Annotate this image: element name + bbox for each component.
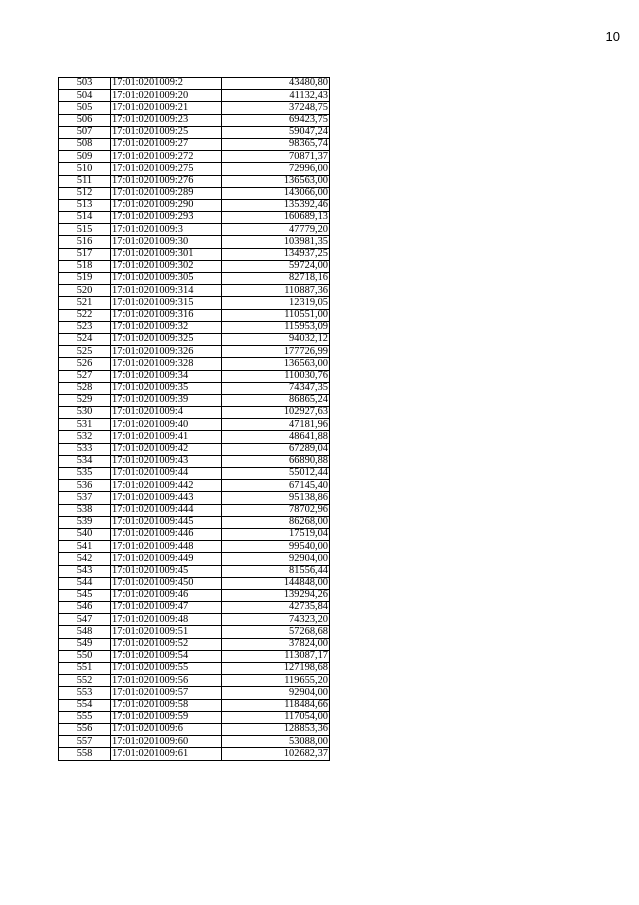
value-cell: 57268,68 [222, 626, 330, 638]
row-number-cell: 528 [59, 382, 111, 394]
row-number-cell: 518 [59, 260, 111, 272]
table-row [59, 175, 330, 187]
row-number-cell: 513 [59, 199, 111, 211]
value-cell: 110030,76 [222, 370, 330, 382]
cadastral-number-cell: 17:01:0201009:47 [111, 602, 222, 614]
value-cell: 69423,75 [222, 114, 330, 126]
cadastral-number-cell: 17:01:0201009:443 [111, 492, 222, 504]
value-cell: 99540,00 [222, 541, 330, 553]
value-cell: 37248,75 [222, 102, 330, 114]
value-cell: 119655,20 [222, 675, 330, 687]
value-cell: 177726,99 [222, 346, 330, 358]
value-cell: 103981,35 [222, 236, 330, 248]
value-cell: 102927,63 [222, 407, 330, 419]
value-cell: 135392,46 [222, 199, 330, 211]
row-number-cell: 521 [59, 297, 111, 309]
cadastral-number-cell: 17:01:0201009:446 [111, 528, 222, 540]
table-row [59, 711, 330, 723]
table-row [59, 626, 330, 638]
value-cell: 86268,00 [222, 516, 330, 528]
row-number-cell: 536 [59, 480, 111, 492]
cadastral-number-cell: 17:01:0201009:315 [111, 297, 222, 309]
table-row [59, 516, 330, 528]
cadastral-number-cell: 17:01:0201009:23 [111, 114, 222, 126]
value-cell: 74347,35 [222, 382, 330, 394]
table-row [59, 480, 330, 492]
value-cell: 59047,24 [222, 126, 330, 138]
value-cell: 118484,66 [222, 699, 330, 711]
value-cell: 72996,00 [222, 163, 330, 175]
table-row [59, 492, 330, 504]
cadastral-number-cell: 17:01:0201009:326 [111, 346, 222, 358]
row-number-cell: 553 [59, 687, 111, 699]
cadastral-number-cell: 17:01:0201009:58 [111, 699, 222, 711]
table-row [59, 455, 330, 467]
table-row [59, 638, 330, 650]
table-row [59, 138, 330, 150]
cadastral-value-table [58, 77, 330, 761]
cadastral-number-cell: 17:01:0201009:43 [111, 455, 222, 467]
table-row [59, 675, 330, 687]
row-number-cell: 545 [59, 589, 111, 601]
table-row [59, 285, 330, 297]
table-row [59, 577, 330, 589]
table-row [59, 260, 330, 272]
row-number-cell: 552 [59, 675, 111, 687]
table-row [59, 431, 330, 443]
value-cell: 110887,36 [222, 285, 330, 297]
value-cell: 67289,04 [222, 443, 330, 455]
value-cell: 78702,96 [222, 504, 330, 516]
table-row [59, 114, 330, 126]
value-cell: 66890,88 [222, 455, 330, 467]
value-cell: 127198,68 [222, 663, 330, 675]
row-number-cell: 526 [59, 358, 111, 370]
table-row [59, 248, 330, 260]
row-number-cell: 505 [59, 102, 111, 114]
row-number-cell: 542 [59, 553, 111, 565]
row-number-cell: 531 [59, 419, 111, 431]
cadastral-number-cell: 17:01:0201009:44 [111, 468, 222, 480]
row-number-cell: 549 [59, 638, 111, 650]
cadastral-number-cell: 17:01:0201009:293 [111, 212, 222, 224]
row-number-cell: 506 [59, 114, 111, 126]
cadastral-number-cell: 17:01:0201009:48 [111, 614, 222, 626]
row-number-cell: 540 [59, 528, 111, 540]
row-number-cell: 524 [59, 333, 111, 345]
row-number-cell: 532 [59, 431, 111, 443]
row-number-cell: 535 [59, 468, 111, 480]
table-row [59, 736, 330, 748]
cadastral-number-cell: 17:01:0201009:27 [111, 138, 222, 150]
table-row [59, 382, 330, 394]
cadastral-number-cell: 17:01:0201009:314 [111, 285, 222, 297]
value-cell: 136563,00 [222, 358, 330, 370]
cadastral-number-cell: 17:01:0201009:442 [111, 480, 222, 492]
row-number-cell: 558 [59, 748, 111, 760]
row-number-cell: 520 [59, 285, 111, 297]
cadastral-number-cell: 17:01:0201009:301 [111, 248, 222, 260]
row-number-cell: 539 [59, 516, 111, 528]
table-row [59, 370, 330, 382]
value-cell: 42735,84 [222, 602, 330, 614]
cadastral-number-cell: 17:01:0201009:40 [111, 419, 222, 431]
row-number-cell: 507 [59, 126, 111, 138]
table-row [59, 589, 330, 601]
row-number-cell: 515 [59, 224, 111, 236]
value-cell: 53088,00 [222, 736, 330, 748]
row-number-cell: 554 [59, 699, 111, 711]
cadastral-number-cell: 17:01:0201009:59 [111, 711, 222, 723]
table-row [59, 297, 330, 309]
value-cell: 59724,00 [222, 260, 330, 272]
row-number-cell: 514 [59, 212, 111, 224]
cadastral-number-cell: 17:01:0201009:61 [111, 748, 222, 760]
row-number-cell: 546 [59, 602, 111, 614]
cadastral-number-cell: 17:01:0201009:45 [111, 565, 222, 577]
value-cell: 144848,00 [222, 577, 330, 589]
value-cell: 81556,44 [222, 565, 330, 577]
table-row [59, 699, 330, 711]
table-row [59, 358, 330, 370]
table-row [59, 212, 330, 224]
value-cell: 86865,24 [222, 394, 330, 406]
table-body [59, 78, 330, 761]
cadastral-number-cell: 17:01:0201009:275 [111, 163, 222, 175]
row-number-cell: 512 [59, 187, 111, 199]
value-cell: 117054,00 [222, 711, 330, 723]
cadastral-number-cell: 17:01:0201009:448 [111, 541, 222, 553]
table-row [59, 126, 330, 138]
cadastral-number-cell: 17:01:0201009:60 [111, 736, 222, 748]
table-row [59, 163, 330, 175]
value-cell: 110551,00 [222, 309, 330, 321]
cadastral-number-cell: 17:01:0201009:21 [111, 102, 222, 114]
row-number-cell: 547 [59, 614, 111, 626]
value-cell: 74323,20 [222, 614, 330, 626]
value-cell: 160689,13 [222, 212, 330, 224]
table-row [59, 602, 330, 614]
table-row [59, 309, 330, 321]
cadastral-number-cell: 17:01:0201009:3 [111, 224, 222, 236]
row-number-cell: 548 [59, 626, 111, 638]
table-row [59, 187, 330, 199]
table-row [59, 528, 330, 540]
value-cell: 102682,37 [222, 748, 330, 760]
cadastral-number-cell: 17:01:0201009:51 [111, 626, 222, 638]
row-number-cell: 544 [59, 577, 111, 589]
cadastral-number-cell: 17:01:0201009:54 [111, 650, 222, 662]
table-row [59, 565, 330, 577]
cadastral-number-cell: 17:01:0201009:35 [111, 382, 222, 394]
row-number-cell: 537 [59, 492, 111, 504]
value-cell: 92904,00 [222, 553, 330, 565]
row-number-cell: 517 [59, 248, 111, 260]
cadastral-number-cell: 17:01:0201009:57 [111, 687, 222, 699]
value-cell: 113087,17 [222, 650, 330, 662]
row-number-cell: 523 [59, 321, 111, 333]
cadastral-number-cell: 17:01:0201009:328 [111, 358, 222, 370]
value-cell: 12319,05 [222, 297, 330, 309]
table-row [59, 650, 330, 662]
table-row [59, 102, 330, 114]
row-number-cell: 522 [59, 309, 111, 321]
value-cell: 48641,88 [222, 431, 330, 443]
cadastral-number-cell: 17:01:0201009:52 [111, 638, 222, 650]
value-cell: 41132,43 [222, 90, 330, 102]
table-row [59, 90, 330, 102]
table-row [59, 723, 330, 735]
page-number: 10 [605, 29, 620, 44]
value-cell: 92904,00 [222, 687, 330, 699]
row-number-cell: 557 [59, 736, 111, 748]
table-row [59, 748, 330, 760]
table-row [59, 468, 330, 480]
table-row [59, 553, 330, 565]
value-cell: 82718,16 [222, 273, 330, 285]
table-row [59, 321, 330, 333]
table-row [59, 541, 330, 553]
table-row [59, 614, 330, 626]
cadastral-number-cell: 17:01:0201009:445 [111, 516, 222, 528]
cadastral-number-cell: 17:01:0201009:302 [111, 260, 222, 272]
row-number-cell: 530 [59, 407, 111, 419]
row-number-cell: 527 [59, 370, 111, 382]
value-cell: 55012,44 [222, 468, 330, 480]
value-cell: 128853,36 [222, 723, 330, 735]
row-number-cell: 529 [59, 394, 111, 406]
row-number-cell: 556 [59, 723, 111, 735]
cadastral-number-cell: 17:01:0201009:325 [111, 333, 222, 345]
row-number-cell: 504 [59, 90, 111, 102]
value-cell: 115953,09 [222, 321, 330, 333]
table-row [59, 443, 330, 455]
row-number-cell: 508 [59, 138, 111, 150]
table-row [59, 346, 330, 358]
row-number-cell: 516 [59, 236, 111, 248]
row-number-cell: 510 [59, 163, 111, 175]
cadastral-number-cell: 17:01:0201009:316 [111, 309, 222, 321]
value-cell: 67145,40 [222, 480, 330, 492]
cadastral-number-cell: 17:01:0201009:4 [111, 407, 222, 419]
value-cell: 134937,25 [222, 248, 330, 260]
table-row [59, 273, 330, 285]
cadastral-number-cell: 17:01:0201009:444 [111, 504, 222, 516]
cadastral-number-cell: 17:01:0201009:55 [111, 663, 222, 675]
cadastral-number-cell: 17:01:0201009:32 [111, 321, 222, 333]
cadastral-number-cell: 17:01:0201009:25 [111, 126, 222, 138]
cadastral-number-cell: 17:01:0201009:305 [111, 273, 222, 285]
table-row [59, 236, 330, 248]
value-cell: 70871,37 [222, 151, 330, 163]
table-row [59, 394, 330, 406]
value-cell: 94032,12 [222, 333, 330, 345]
row-number-cell: 555 [59, 711, 111, 723]
row-number-cell: 511 [59, 175, 111, 187]
cadastral-number-cell: 17:01:0201009:56 [111, 675, 222, 687]
cadastral-number-cell: 17:01:0201009:449 [111, 553, 222, 565]
value-cell: 43480,80 [222, 78, 330, 90]
value-cell: 143066,00 [222, 187, 330, 199]
cadastral-number-cell: 17:01:0201009:272 [111, 151, 222, 163]
value-cell: 47779,20 [222, 224, 330, 236]
value-cell: 98365,74 [222, 138, 330, 150]
cadastral-number-cell: 17:01:0201009:450 [111, 577, 222, 589]
cadastral-number-cell: 17:01:0201009:39 [111, 394, 222, 406]
table-row [59, 407, 330, 419]
row-number-cell: 550 [59, 650, 111, 662]
row-number-cell: 519 [59, 273, 111, 285]
value-cell: 37824,00 [222, 638, 330, 650]
value-cell: 95138,86 [222, 492, 330, 504]
cadastral-number-cell: 17:01:0201009:42 [111, 443, 222, 455]
cadastral-number-cell: 17:01:0201009:290 [111, 199, 222, 211]
table-row [59, 419, 330, 431]
cadastral-number-cell: 17:01:0201009:20 [111, 90, 222, 102]
table-row [59, 687, 330, 699]
table-row [59, 151, 330, 163]
cadastral-number-cell: 17:01:0201009:30 [111, 236, 222, 248]
cadastral-number-cell: 17:01:0201009:46 [111, 589, 222, 601]
row-number-cell: 551 [59, 663, 111, 675]
value-cell: 136563,00 [222, 175, 330, 187]
row-number-cell: 543 [59, 565, 111, 577]
cadastral-number-cell: 17:01:0201009:2 [111, 78, 222, 90]
cadastral-number-cell: 17:01:0201009:34 [111, 370, 222, 382]
row-number-cell: 525 [59, 346, 111, 358]
row-number-cell: 541 [59, 541, 111, 553]
value-cell: 47181,96 [222, 419, 330, 431]
cadastral-number-cell: 17:01:0201009:41 [111, 431, 222, 443]
row-number-cell: 534 [59, 455, 111, 467]
row-number-cell: 503 [59, 78, 111, 90]
table-row [59, 504, 330, 516]
row-number-cell: 533 [59, 443, 111, 455]
row-number-cell: 538 [59, 504, 111, 516]
table-row [59, 663, 330, 675]
row-number-cell: 509 [59, 151, 111, 163]
table-row [59, 199, 330, 211]
cadastral-number-cell: 17:01:0201009:6 [111, 723, 222, 735]
value-cell: 17519,04 [222, 528, 330, 540]
value-cell: 139294,26 [222, 589, 330, 601]
table-row [59, 333, 330, 345]
cadastral-number-cell: 17:01:0201009:276 [111, 175, 222, 187]
table-row [59, 78, 330, 90]
table-row [59, 224, 330, 236]
cadastral-number-cell: 17:01:0201009:289 [111, 187, 222, 199]
